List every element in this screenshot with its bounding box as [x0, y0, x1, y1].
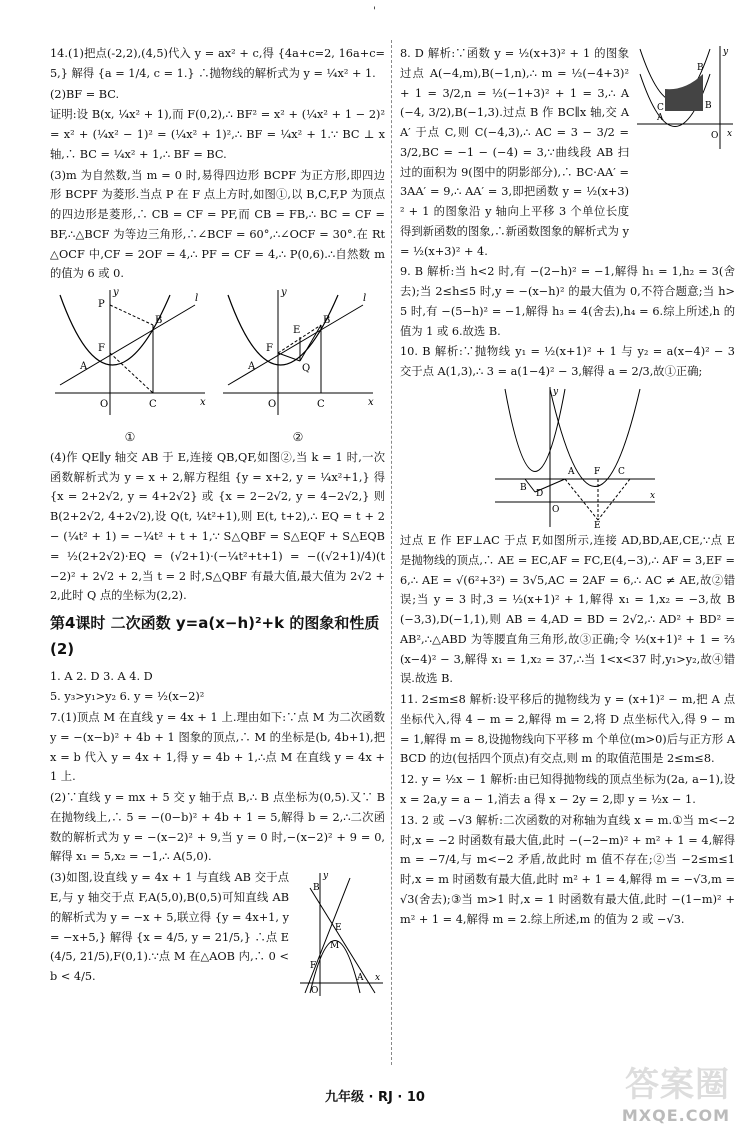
q8-block	[400, 44, 735, 262]
fig1-label-o: O	[100, 399, 109, 411]
fig1-label-l: l	[195, 293, 199, 305]
figure-1-svg	[50, 285, 210, 420]
fig10-label-c: C	[618, 467, 625, 478]
fig7-label-o: O	[311, 986, 319, 997]
fig1-label-f: F	[98, 343, 105, 355]
figure-8-svg	[635, 44, 735, 154]
fig2-label-o: O	[268, 399, 277, 411]
fig7-label-y: y	[323, 871, 329, 882]
watermark-en: MXQE.COM	[621, 1105, 730, 1125]
fig2-label-x: x	[368, 397, 374, 409]
q14-part1: 14.(1)把点(-2,2),(4,5)代入 y = ax² + c,得 {4a+c=2, 16a+c=5,} 解得 {a = 1/4, c = 1.} ∴抛物线的解析式为 y = ¼x² + 1.	[50, 47, 385, 80]
fig10-label-b: B	[520, 483, 527, 494]
fig7-label-m: M	[330, 941, 340, 952]
q12-text: 12. y = ½x − 1 解析:由已知得抛物线的顶点坐标为(2a, a−1),设 x = 2a,y = a − 1,消去 a 得 x − 2y = 2,即 y = ½x − 1.	[400, 773, 735, 806]
fig7-label-a: A	[357, 973, 364, 984]
q7-part1: 7.(1)顶点 M 在直线 y = 4x + 1 上.理由如下:∵点 M 为二次函数 y = −(x−b)² + 4b + 1 图象的顶点,∴ M 的坐标是(b, 4b+1),把 x = b 代入 y = 4x + 1,得 y = 4b + 1,∴点 M 在直线 y = 4x + 1 上.	[50, 711, 385, 784]
q7-part2: (2)∵直线 y = mx + 5 交 y 轴于点 B,∴ B 点坐标为(0,5).又∵ B 在抛物线上,∴ 5 = −(0−b)² + 4b + 1 = 5,解得 b = 2,∴二次函数的解析式为 y = −(x−2)² + 9,当 y = 0 时,−(x−2)² + 9 = 0,解得 x₁ = 5,x₂ = −1,∴ A(5,0).	[50, 791, 385, 864]
fig2-label-l: l	[363, 293, 367, 305]
fig10-label-e: E	[594, 521, 601, 530]
watermark	[622, 1065, 730, 1125]
fig1-label-c: C	[149, 399, 157, 411]
fig8-label-x: x	[727, 129, 733, 139]
figure-10-svg	[490, 384, 660, 529]
fig8-label-c: C	[657, 103, 664, 113]
q14-part4: (4)作 QE∥y 轴交 AB 于 E,连接 QB,QF,如图②,当 k = 1 时,一次函数解析式为 y = x + 2,解方程组 {y = x+2, y = ¼x²+1,} 得 {x = 2+2√2, y = 4+2√2} 或 {x = 2−2√2, y = 4−2√2,} 则 B(2+2√2, 4+2√2),设 Q(t, ¼t²+1),则 E(t, t+2),∴ EQ = t + 2 − (¼t² + 1) = −¼t² + t + 1,∵ S△QBF = S△EQF + S△EQB = ½(2+2√2)·EQ = (√2+1)·(−¼t²+t+1) = −((√2+1)/4)(t−2)² + 2√2 + 2,当 t = 2 时,S△QBF 有最大值,最大值为 2√2 + 2,此时 Q 点的坐标为(2,2).	[50, 450, 385, 603]
fig1-label-y: y	[113, 287, 119, 299]
fig2-label-a: A	[248, 361, 256, 373]
fig2-label-b: B	[323, 315, 331, 327]
fig10-label-x: x	[650, 491, 656, 502]
q7-part3-block	[50, 868, 385, 998]
fig2-label-e: E	[293, 325, 301, 337]
fig8-label-b: B	[705, 101, 712, 111]
watermark-cn: 答案圈	[625, 1065, 730, 1105]
fig7-label-f: F	[310, 961, 317, 972]
q9-text: 9. B 解析:当 h<2 时,有 −(2−h)² = −1,解得 h₁ = 1,h₂ = 3(舍去);当 2≤h≤5 时,y = −(x−h)² 的最大值为 0,不符合题意;当 h>5 时,有 −(5−h)² = −1,解得 h₃ = 4(舍去),h₄ = 6.综上所述,h 的值为 1 或 6.故选 B.	[400, 265, 735, 338]
fig1-label-b: B	[155, 315, 163, 327]
q10-text-a: 10. B 解析:∵抛物线 y₁ = ½(x+1)² + 1 与 y₂ = a(x−4)² − 3 交于点 A(1,3),∴ 3 = a(1−4)² − 3,解得 a = 2/3,故①正确;	[400, 345, 735, 379]
fig7-label-x: x	[375, 973, 381, 984]
lesson-title: 第4课时 二次函数 y=a(x−h)²+k 的图象和性质(2)	[50, 614, 380, 659]
fig10-label-o: O	[552, 505, 560, 516]
figure-1	[50, 285, 210, 448]
q10-text-b: 过点 E 作 EF⊥AC 于点 F,如图所示,连接 AD,BD,AE,CE,∵点 E 是抛物线的顶点,∴ AE = EC,AF = FC,E(4,−3),∴ AF = 3,EF = 6,∴ AE = √(6²+3²) = 3√5,AC = 2AF = 6,∴ AC ≠ AE,故②错误;当 y = 3 时,3 = ½(x+1)² + 1,解得 x₁ = 1,x₂ = −3,故 B(−3,3),D(−1,1),则 AB = 4,AD = BD = 2√2,∴ AD² + BD² = AB²,∴△ABD 为等腰直角三角形,故③正确;令 ½(x+1)² + 1 = ⅔(x−4)² − 3,解得 x₁ = 1,x₂ = 37,∴当 1<x<37 时,y₁>y₂,故④错误.故选 B.	[400, 534, 735, 686]
column-divider	[391, 40, 392, 1065]
q7-part3: (3)如图,设直线 y = 4x + 1 与直线 AB 交于点 E,与 y 轴交于点 F,A(5,0),B(0,5)可知直线 AB 的解析式为 y = −x + 5,联立得 {y = 4x+1, y = −x+5,} 解得 {x = 4/5, y = 21/5,} ∴点 E(4/5, 21/5),F(0,1).∵点 M 在△AOB 内,∴ 0 < b < 4/5.	[50, 871, 289, 984]
figure-2-svg	[218, 285, 378, 420]
fig1-label-p: P	[98, 299, 105, 311]
fig2-label-f: F	[266, 343, 273, 355]
fig8-label-b-prime: B′	[697, 63, 706, 73]
fig8-label-y: y	[723, 47, 729, 57]
fig8-label-a-prime: A′	[663, 79, 672, 89]
right-column	[400, 44, 735, 930]
figure-2-caption: ②	[292, 429, 304, 444]
fig2-label-q: Q	[302, 363, 311, 375]
q14-part2-claim: (2)BF = BC.	[50, 87, 120, 101]
q14-part2-proof: 证明:设 B(x, ¼x² + 1),而 F(0,2),∴ BF² = x² + (¼x² + 1 − 2)² = x² + (¼x² − 1)² = (¼x² + 1)²,∴ BF = ¼x² + 1.∵ BC ⊥ x 轴,∴ BC = ¼x² + 1,∴ BF = BC.	[50, 108, 385, 161]
fig7-label-b: B	[313, 883, 320, 894]
q14-part3: (3)m 为自然数,当 m = 0 时,易得四边形 BCPF 为正方形,即四边形 BCPF 为菱形.当点 P 在 F 点上方时,如图①,以 B,C,F,P 为顶点的四边形是菱形,∴ CB = CF = PF,而 CB = FB,∴ BC = CF = BF,∴△BCF 为等边三角形,∴∠BCF = 60°,∴∠OCF = 30°.在 Rt△OCF 中,CF = 2OF = 4,∴ PF = CF = 4,∴ P(0,6).∴自然数 m 的值为 6 或 0.	[50, 168, 385, 281]
q11-text: 11. 2≤m≤8 解析:设平移后的抛物线为 y = (x+1)² − m,把 A 点坐标代入,得 4 − m = 2,解得 m = 2,将 D 点坐标代入,得 9 − m = 1,解得 m = 8,设抛物线向下平移 m 个单位(m>0)后与正方形 ABCD 的边(包括四个顶点)有交点,则 m 的取值范围是 2≤m≤8.	[400, 693, 735, 766]
fig10-label-y: y	[553, 387, 559, 398]
answers-5-6: 5. y₃>y₁>y₂ 6. y = ½(x−2)²	[50, 690, 205, 704]
top-mark: '	[373, 6, 376, 17]
fig10-label-a: A	[568, 467, 575, 478]
fig2-label-c: C	[317, 399, 325, 411]
answers-1-4: 1. A 2. D 3. A 4. D	[50, 669, 153, 683]
fig2-label-y: y	[281, 287, 287, 299]
fig7-label-e: E	[335, 923, 342, 934]
fig1-label-a: A	[80, 361, 88, 373]
figure-2	[218, 285, 378, 448]
q13-text: 13. 2 或 −√3 解析:二次函数的对称轴为直线 x = m.①当 m<−2 时,x = −2 时函数有最大值,此时 −(−2−m)² + m² + 1 = 4,解得 m = −7/4,与 m<−2 矛盾,故此时 m 值不存在;②当 −2≤m≤1 时,x = m 时函数有最大值,此时 m² + 1 = 4,解得 m = −√3,m = √3(舍去);③当 m>1 时,x = 1 时函数有最大值,此时 −(1−m)² + m² + 1 = 4,解得 m = 2.综上所述,m 的值为 2 或 −√3.	[400, 813, 735, 926]
fig1-label-x: x	[200, 397, 206, 409]
fig10-label-f: F	[594, 467, 601, 478]
fig8-label-o: O	[711, 131, 719, 141]
left-column	[50, 44, 385, 998]
q8-text: 8. D 解析:∵函数 y = ½(x+3)² + 1 的图象过点 A(−4,m),B(−1,n),∴ m = ½(−4+3)² + 1 = 3/2,n = ½(−1+3)² + 1 = 3,∴ A(−4, 3/2),B(−1,3).过点 B 作 BC∥x 轴,交 AA′ 于点 C,则 C(−4,3),∴ AC = 3 − 3/2 = 3/2,BC = −1 − (−4) = 3,∵曲线段 AB 扫过的面积为 9(图中的阴影部分),∴ BC·AA′ = 3AA′ = 9,∴ AA′ = 3,即把函数 y = ½(x+3)² + 1 的图象沿 y 轴向上平移 3 个单位长度得到新函数的图象,∴新函数图象的解析式为 y = ½(x+3)² + 4.	[400, 47, 629, 258]
figure-7-svg	[295, 868, 385, 998]
figure-1-caption: ①	[124, 429, 136, 444]
fig8-label-a: A	[657, 113, 664, 123]
fig10-label-d: D	[536, 489, 544, 500]
page-footer: 九年级 · RJ · 10	[325, 1090, 425, 1105]
q14-figures	[50, 285, 385, 448]
